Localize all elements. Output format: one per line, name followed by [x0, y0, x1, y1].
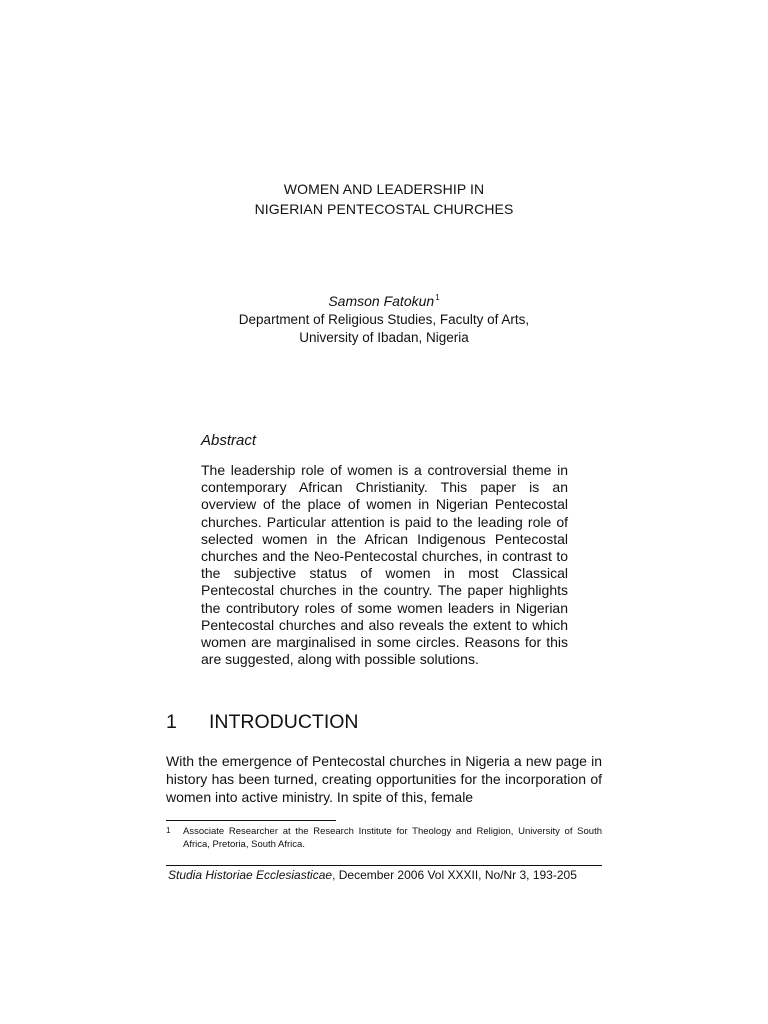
author-block	[0, 289, 768, 347]
introduction-body: With the emergence of Pentecostal churches in Nigeria a new page in history has been turned, creating opportunities for the incorporation of women into active ministry. In spite of this, female	[166, 753, 602, 805]
section-title: INTRODUCTION	[209, 711, 359, 733]
footnote-text: Associate Researcher at the Research Institute for Theology and Religion, University of South Africa, Pretoria, South Africa.	[183, 826, 602, 850]
footnote-divider	[166, 820, 336, 821]
section-number: 1	[166, 711, 177, 733]
paper-title	[0, 179, 768, 219]
title-line-1: WOMEN AND LEADERSHIP IN	[283, 181, 485, 197]
abstract-heading: Abstract	[201, 432, 257, 449]
section-heading	[166, 710, 359, 734]
footer-journal-name: Studia Historiae Ecclesiasticae	[168, 868, 333, 882]
author-footnote-mark[interactable]: 1	[435, 293, 440, 302]
affiliation-line-1: Department of Religious Studies, Faculty of Arts,	[238, 312, 530, 327]
footnote-mark: 1	[166, 826, 171, 835]
affiliation-line-2: University of Ibadan, Nigeria	[299, 330, 469, 345]
footer-citation: , December 2006 Vol XXXII, No/Nr 3, 193-205	[332, 868, 577, 882]
author-name-wrapper	[328, 293, 439, 309]
title-line-2: NIGERIAN PENTECOSTAL CHURCHES	[254, 201, 514, 217]
footnote	[166, 825, 602, 851]
author-name: Samson Fatokun	[328, 293, 435, 309]
footer-divider	[166, 865, 602, 866]
page-footer	[168, 867, 577, 883]
abstract-body: The leadership role of women is a controversial theme in contemporary African Christianity. This paper is an overview of the place of women in Nigerian Pentecostal churches. Particular attention is paid to the leading role of selected women in the African Indigenous Pentecostal churches and the Neo-Pentecostal churches, in contrast to the subjective status of women in most Classical Pentecostal churches in the country. The paper highlights the contributory roles of some women leaders in Nigerian Pentecostal churches and also reveals the extent to which women are marginalised in some circles. Reasons for this are suggested, along with possible solutions.	[201, 462, 568, 668]
